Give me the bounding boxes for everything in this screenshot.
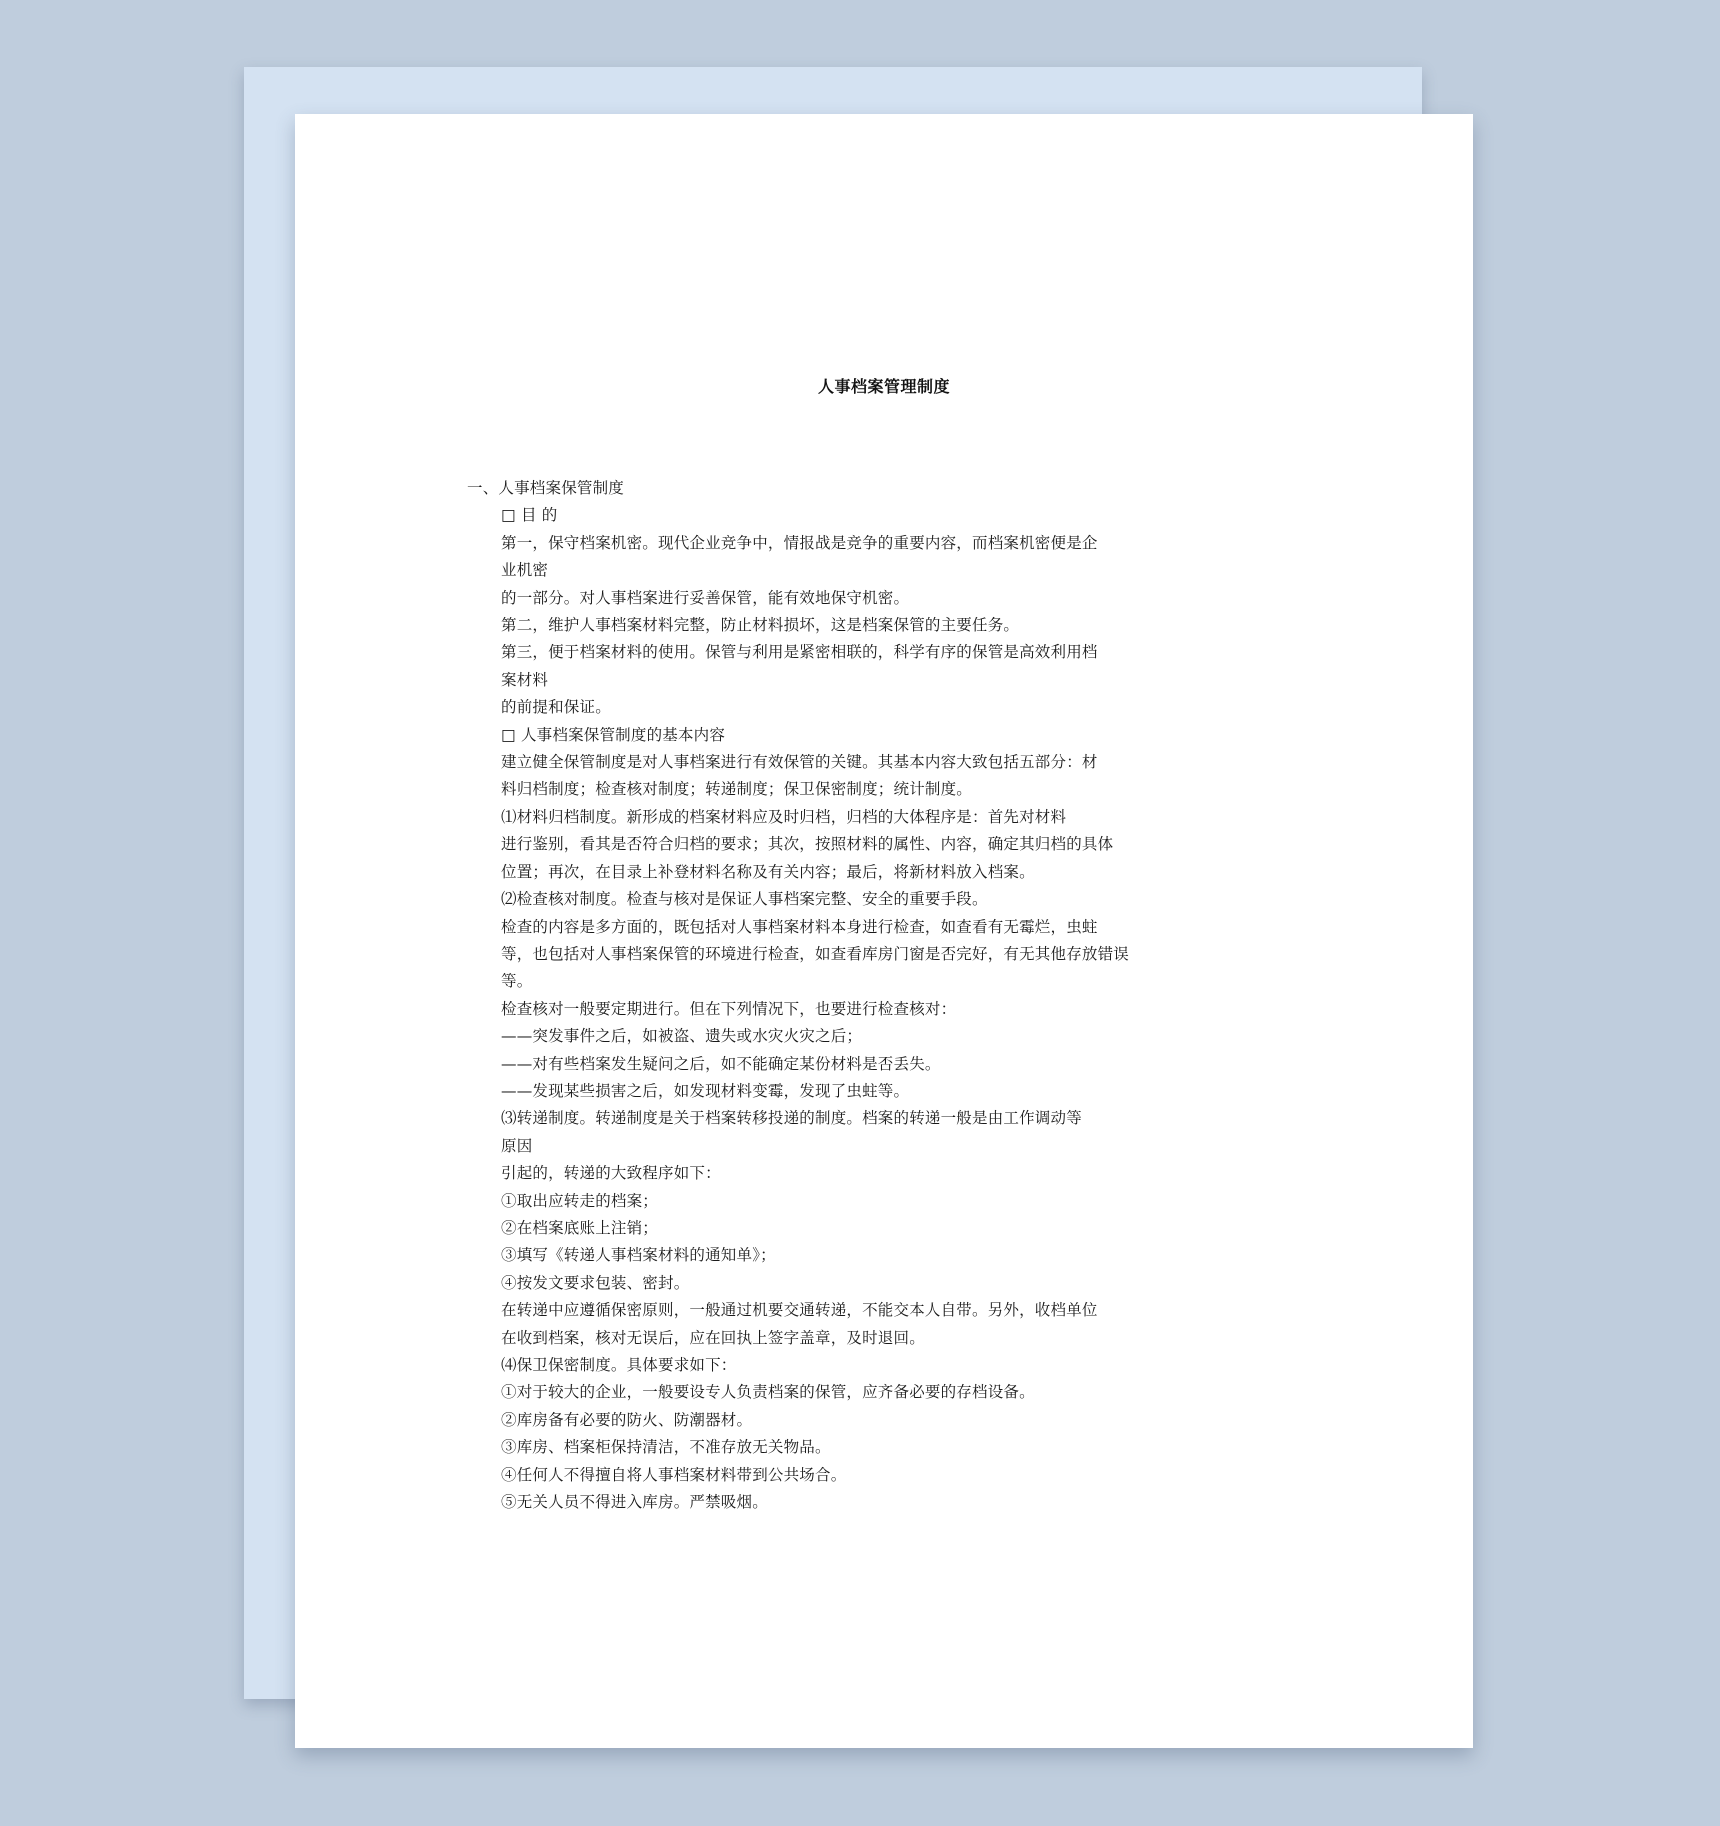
document-line: 第三，便于档案材料的使用。保管与利用是紧密相联的，科学有序的保管是高效利用档 xyxy=(501,643,1098,662)
document-line: ⑤无关人员不得进入库房。严禁吸烟。 xyxy=(501,1493,768,1512)
document-line: ——发现某些损害之后，如发现材料变霉，发现了虫蛀等。 xyxy=(501,1081,910,1100)
document-line: 检查核对一般要定期进行。但在下列情况下，也要进行检查核对： xyxy=(501,999,957,1018)
document-line: 在转递中应遵循保密原则，一般通过机要交通转递，不能交本人自带。另外，收档单位 xyxy=(501,1301,1098,1320)
document-line: □ 目 的 xyxy=(501,506,558,525)
document-page xyxy=(295,114,1473,1748)
document-line: ⑷保卫保密制度。具体要求如下： xyxy=(501,1356,737,1374)
document-line: ③填写《转递人事档案材料的通知单》； xyxy=(501,1246,776,1265)
document-line: 引起的，转递的大致程序如下： xyxy=(501,1164,721,1183)
document-line: ⑵检查核对制度。检查与核对是保证人事档案完整、安全的重要手段。 xyxy=(501,890,988,909)
document-line: ——突发事件之后，如被盗、遗失或水灾火灾之后； xyxy=(501,1027,863,1046)
document-line: ②库房备有必要的防火、防潮器材。 xyxy=(501,1410,753,1429)
document-line: 等，也包括对人事档案保管的环境进行检查，如查看库房门窗是否完好，有无其他存放错误 xyxy=(501,944,1130,963)
document-body xyxy=(467,475,1247,1516)
document-line: 进行鉴别，看其是否符合归档的要求；其次，按照材料的属性、内容，确定其归档的具体 xyxy=(501,835,1114,854)
document-line: ①取出应转走的档案； xyxy=(501,1191,659,1210)
document-line: ——对有些档案发生疑问之后，如不能确定某份材料是否丢失。 xyxy=(501,1054,941,1073)
document-line: 建立健全保管制度是对人事档案进行有效保管的关键。其基本内容大致包括五部分：材 xyxy=(501,753,1098,772)
document-line: 案材料 xyxy=(501,670,549,689)
document-line: 检查的内容是多方面的，既包括对人事档案材料本身进行检查，如查看有无霉烂，虫蛀 xyxy=(501,917,1098,936)
section-heading: 一、人事档案保管制度 xyxy=(467,479,625,497)
document-line: 在收到档案，核对无误后，应在回执上签字盖章，及时退回。 xyxy=(501,1328,925,1347)
document-line: 原因 xyxy=(501,1136,533,1155)
document-line: ②在档案底账上注销； xyxy=(501,1218,659,1237)
document-title: 人事档案管理制度 xyxy=(817,377,950,396)
document-line: ④按发文要求包装、密封。 xyxy=(501,1273,690,1292)
document-line: 的一部分。对人事档案进行妥善保管，能有效地保守机密。 xyxy=(501,588,910,607)
document-line: ④任何人不得擅自将人事档案材料带到公共场合。 xyxy=(501,1465,847,1484)
document-line: 料归档制度；检查核对制度；转递制度；保卫保密制度；统计制度。 xyxy=(501,780,973,799)
document-line: 的前提和保证。 xyxy=(501,698,611,717)
document-line: ⑶转递制度。转递制度是关于档案转移投递的制度。档案的转递一般是由工作调动等 xyxy=(501,1109,1082,1128)
document-line: ③库房、档案柜保持清洁，不准存放无关物品。 xyxy=(501,1438,831,1457)
document-line: 业机密 xyxy=(501,561,549,580)
document-line: 第二，维护人事档案材料完整，防止材料损坏，这是档案保管的主要任务。 xyxy=(501,616,1020,635)
document-line: ⑴材料归档制度。新形成的档案材料应及时归档，归档的大体程序是：首先对材料 xyxy=(501,807,1067,826)
document-line: 位置；再次，在目录上补登材料名称及有关内容；最后，将新材料放入档案。 xyxy=(501,862,1035,881)
document-line: □ 人事档案保管制度的基本内容 xyxy=(501,725,726,744)
document-line: 等。 xyxy=(501,972,533,991)
document-line: 第一，保守档案机密。现代企业竞争中，情报战是竞争的重要内容，而档案机密便是企 xyxy=(501,533,1098,552)
document-line: ①对于较大的企业，一般要设专人负责档案的保管，应齐备必要的存档设备。 xyxy=(501,1383,1035,1402)
